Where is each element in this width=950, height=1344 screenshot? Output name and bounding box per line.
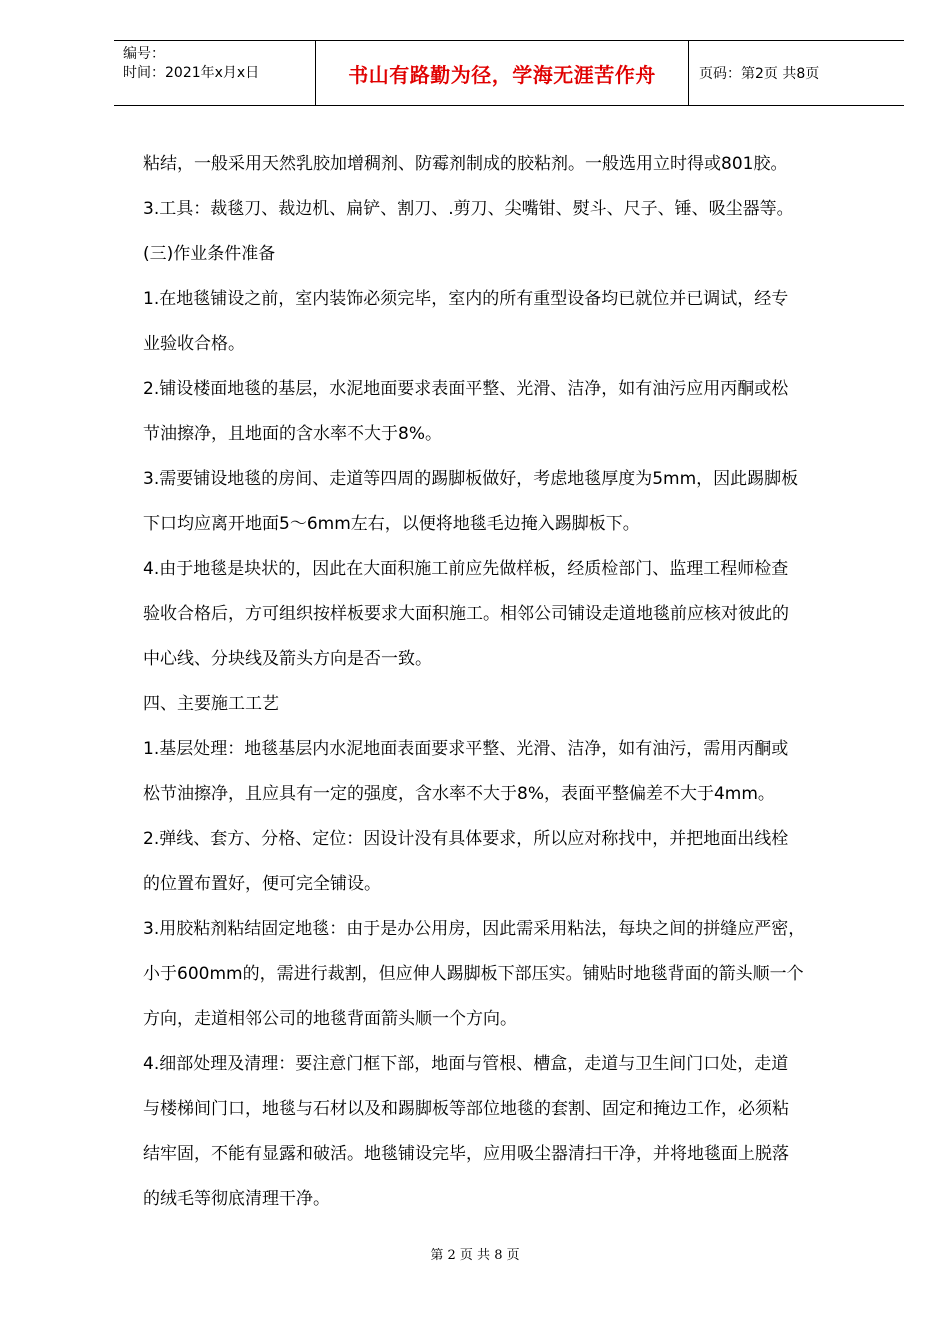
body-line: 1.基层处理：地毯基层内水泥地面表面要求平整、光滑、洁净，如有油污，需用丙酮或 [143, 739, 789, 759]
body-line: 3.工具：裁毯刀、裁边机、扁铲、割刀、.剪刀、尖嘴钳、熨斗、尺子、锤、吸尘器等。 [143, 199, 794, 219]
body-line: 的绒毛等彻底清理干净。 [143, 1189, 330, 1209]
body-line: 验收合格后，方可组织按样板要求大面积施工。相邻公司铺设走道地毯前应核对彼此的 [143, 604, 789, 624]
body-line: 与楼梯间门口，地毯与石材以及和踢脚板等部位地毯的套割、固定和掩边工作，必须粘 [143, 1099, 789, 1119]
body-line: 节油擦净，且地面的含水率不大于8%。 [143, 424, 442, 444]
body-line: 下口均应离开地面5～6mm左右，以便将地毯毛边掩入踢脚板下。 [143, 514, 640, 534]
page-footer [0, 1244, 950, 1263]
body-line: 3.需要铺设地毯的房间、走道等四周的踢脚板做好，考虑地毯厚度为5mm，因此踢脚板 [143, 469, 799, 489]
body-line: 粘结，一般采用天然乳胶加增稠剂、防霉剂制成的胶粘剂。一般选用立时得或801胶。 [143, 154, 788, 174]
body-line: 的位置布置好，便可完全铺设。 [143, 874, 381, 894]
footer-page-number: 第 2 页 共 8 页 [430, 1248, 520, 1263]
page-header [114, 40, 904, 106]
body-line: 松节油擦净，且应具有一定的强度，含水率不大于8%，表面平整偏差不大于4mm。 [143, 784, 775, 804]
section-heading: 四、主要施工工艺 [143, 694, 279, 714]
document-time-label: 时间：2021年x月x日 [123, 65, 260, 81]
header-page-cell [689, 41, 904, 105]
header-page-info: 页码：第2页 共8页 [699, 66, 820, 82]
body-line: 4.细部处理及清理：要注意门框下部，地面与管根、槽盒，走道与卫生间门口处，走道 [143, 1054, 789, 1074]
body-line: 小于600mm的，需进行裁割，但应伸人踢脚板下部压实。铺贴时地毯背面的箭头顺一个 [143, 964, 804, 984]
header-motto-cell [316, 41, 689, 105]
document-number-label: 编号： [123, 46, 165, 62]
body-line: 业验收合格。 [143, 334, 245, 354]
section-heading: (三)作业条件准备 [143, 244, 276, 264]
header-meta-cell [114, 41, 316, 105]
header-motto: 书山有路勤为径，学海无涯苦作舟 [348, 62, 656, 87]
body-line: 3.用胶粘剂粘结固定地毯：由于是办公用房，因此需采用粘法，每块之间的拼缝应严密， [143, 919, 806, 939]
body-line: 2.铺设楼面地毯的基层，水泥地面要求表面平整、光滑、洁净，如有油污应用丙酮或松 [143, 379, 789, 399]
document-body [143, 142, 893, 1222]
body-line: 2.弹线、套方、分格、定位：因设计没有具体要求，所以应对称找中，并把地面出线栓 [143, 829, 789, 849]
body-line: 1.在地毯铺设之前，室内装饰必须完毕，室内的所有重型设备均已就位并已调试，经专 [143, 289, 789, 309]
body-line: 中心线、分块线及箭头方向是否一致。 [143, 649, 432, 669]
body-line: 结牢固，不能有显露和破活。地毯铺设完毕，应用吸尘器清扫干净，并将地毯面上脱落 [143, 1144, 789, 1164]
body-line: 方向，走道相邻公司的地毯背面箭头顺一个方向。 [143, 1009, 517, 1029]
body-line: 4.由于地毯是块状的，因此在大面积施工前应先做样板，经质检部门、监理工程师检查 [143, 559, 789, 579]
